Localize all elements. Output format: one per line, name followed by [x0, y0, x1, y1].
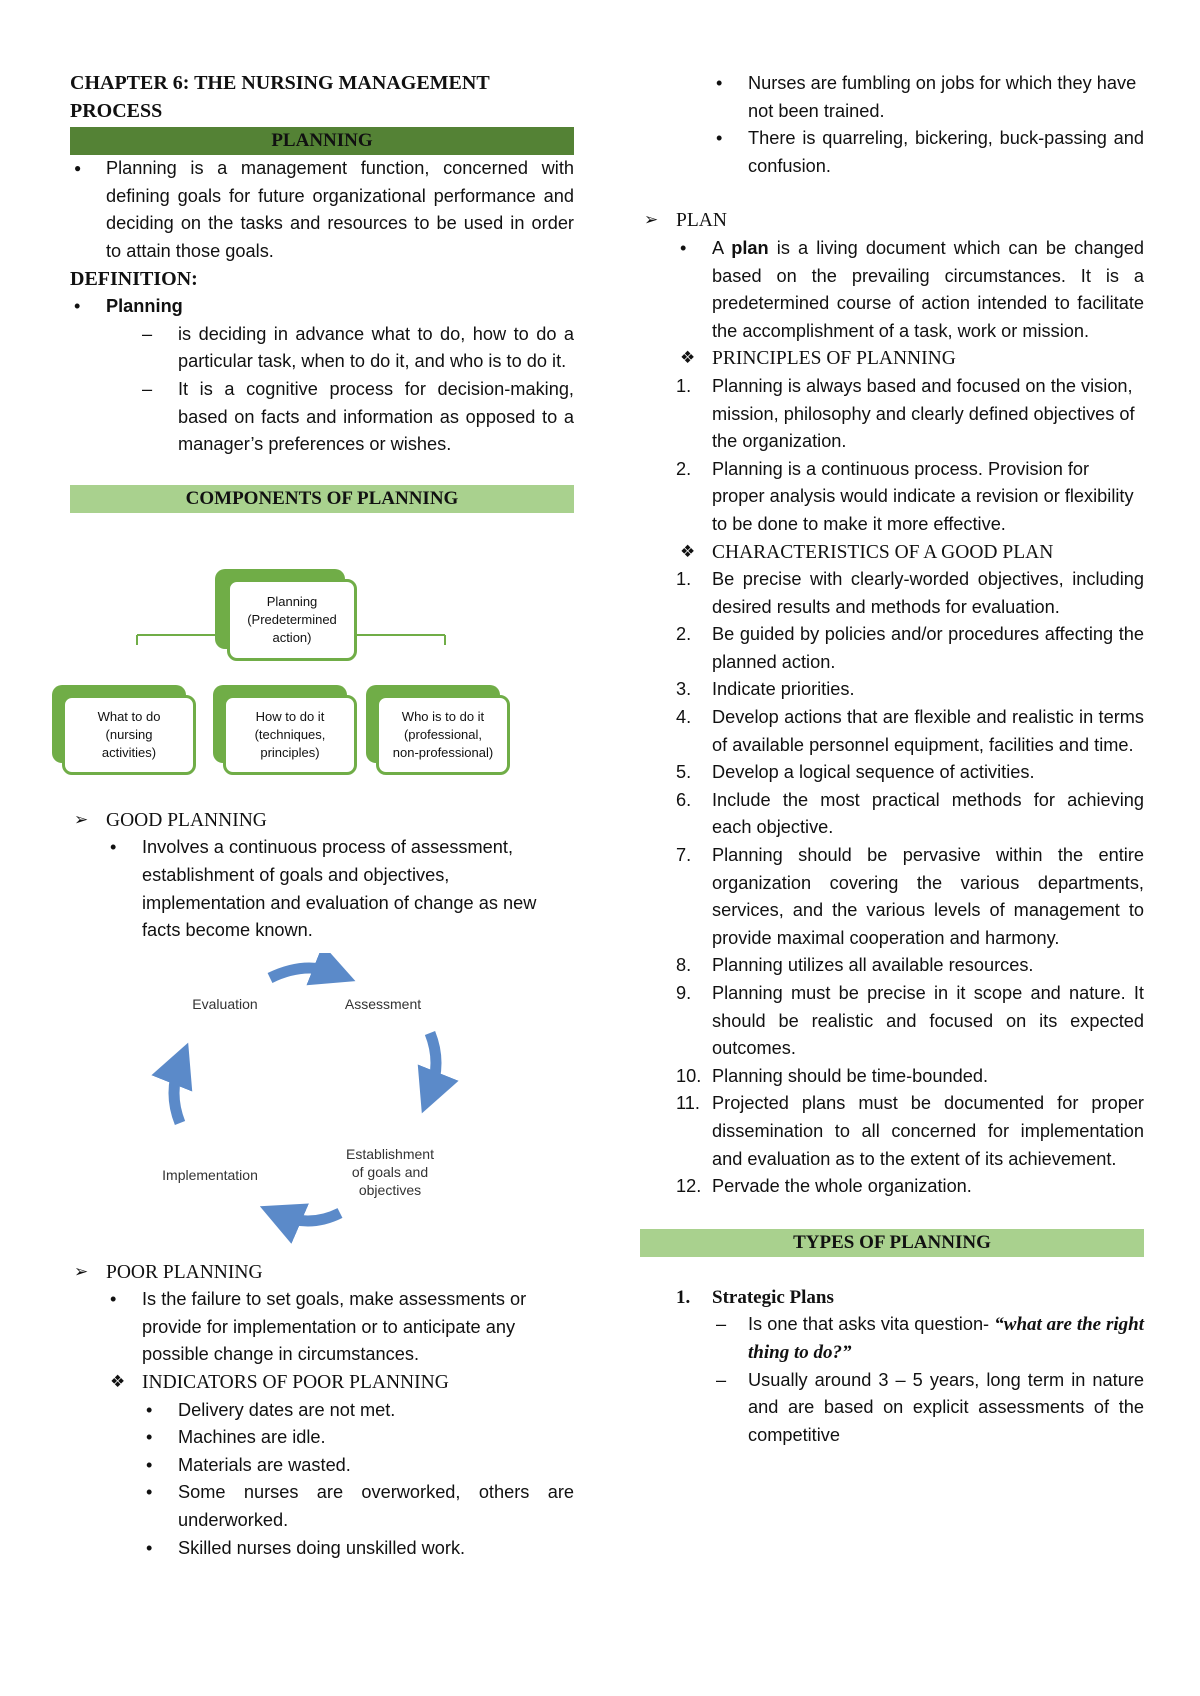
- node-line: action): [272, 629, 312, 645]
- diagram-node-how: [223, 695, 357, 775]
- characteristic-item: 3. Indicate priorities.: [640, 676, 1144, 704]
- cycle-establishment: [335, 1145, 445, 1199]
- characteristics-heading-text: CHARACTERISTICS OF A GOOD PLAN: [712, 541, 1054, 563]
- node-line: non-professional): [392, 744, 494, 760]
- characteristic-text: Projected plans must be documented for proper dissemination to all concerned for implementation and evaluation as to the extent of its achievement.: [712, 1093, 1144, 1169]
- arrow-bullet-icon: ➢: [644, 210, 659, 231]
- good-planning-text: • Involves a continuous process of assessment, establishment of goals and objectives, implementation and evaluation of change as new facts become known.: [70, 834, 574, 944]
- characteristic-text: Be precise with clearly-worded objectives, including desired results and methods for evaluation.: [712, 569, 1144, 617]
- plan-heading: [640, 207, 1144, 235]
- indicator-text: There is quarreling, bickering, buck-passing and confusion.: [748, 128, 1144, 176]
- strategic-item-text: Usually around 3 – 5 years, long term in nature and are based on explicit assessments of the competitive: [748, 1369, 1144, 1445]
- indicator-item: • Skilled nurses doing unskilled work.: [70, 1535, 574, 1563]
- cycle-line: Establishment: [346, 1145, 434, 1162]
- plan-lead: A: [712, 237, 724, 258]
- indicator-item: • Nurses are fumbling on jobs for which they have not been trained.: [640, 70, 1144, 125]
- definition-item-text: It is a cognitive process for decision-making, based on facts and information as opposed to a manager’s preferences or wishes.: [178, 378, 574, 455]
- node-line: (professional,: [403, 726, 483, 742]
- principle-text: Planning is a continuous process. Provision for proper analysis would indicate a revision or flexibility to be done to make it more effective.: [712, 458, 1134, 534]
- diagram-node-what: [62, 695, 196, 775]
- characteristic-item: 2. Be guided by policies and/or procedures affecting the planned action.: [640, 621, 1144, 676]
- poor-planning-text-body: Is the failure to set goals, make assessments or provide for implementation or to anticipate any possible change in circumstances.: [142, 1289, 527, 1365]
- planning-intro-text: Planning is a management function, concerned with defining goals for future organizational performance and deciding on the tasks and resources to be used in order to attain those goals.: [106, 158, 574, 261]
- components-diagram: [70, 515, 574, 807]
- characteristic-text: Be guided by policies and/or procedures affecting the planned action.: [712, 624, 1144, 672]
- principle-item: 1. Planning is always based and focused on the vision, mission, philosophy and clearly defined objectives of the organization.: [640, 373, 1144, 456]
- definition-term: • Planning: [70, 293, 574, 321]
- indicator-text: Machines are idle.: [178, 1427, 326, 1448]
- characteristic-text: Planning should be pervasive within the entire organization covering the various departments, services, and the various levels of management to provide maximal cooperation and harmony.: [712, 845, 1144, 948]
- cycle-implementation: Implementation: [162, 1166, 258, 1183]
- good-planning-heading-text: GOOD PLANNING: [106, 809, 267, 831]
- node-line: principles): [260, 744, 320, 760]
- left-column: [70, 70, 574, 1562]
- strategic-q-quote: “what are the right thing to do?”: [748, 1314, 1144, 1363]
- characteristic-item: 10. Planning should be time-bounded.: [640, 1063, 1144, 1091]
- types-band: TYPES OF PLANNING: [640, 1229, 1144, 1257]
- characteristic-text: Planning must be precise in it scope and nature. It should be realistic and focused on its expected outcomes.: [712, 983, 1144, 1059]
- characteristic-text: Planning should be time-bounded.: [712, 1065, 989, 1086]
- indicator-text: Materials are wasted.: [178, 1454, 351, 1475]
- indicator-item: • There is quarreling, bickering, buck-passing and confusion.: [640, 125, 1144, 180]
- arrow-assess-to-establish: [430, 1033, 436, 1093]
- plan-text: is a living document which can be changed based on the prevailing circumstances. It is a predetermined course of action intended to facilitate the accomplishment of a task, work or mission.: [712, 237, 1144, 341]
- diamond-bullet-icon: ❖: [110, 1372, 126, 1393]
- node-line: (Predetermined: [247, 611, 337, 627]
- characteristic-item: 11. Projected plans must be documented for proper dissemination to all concerned for implementation and evaluation as to the extent of its achievement.: [640, 1090, 1144, 1173]
- node-line: (techniques,: [254, 726, 326, 742]
- characteristic-text: Planning utilizes all available resources.: [712, 955, 1034, 976]
- principles-heading-text: PRINCIPLES OF PLANNING: [712, 348, 956, 370]
- indicator-item: • Some nurses are overworked, others are underworked.: [70, 1479, 574, 1534]
- plan-heading-text: PLAN: [676, 210, 727, 232]
- diamond-bullet-icon: ❖: [680, 348, 696, 369]
- characteristic-text: Include the most practical methods for achieving each objective.: [712, 789, 1144, 838]
- characteristic-item: 4. Develop actions that are flexible and realistic in terms of available personnel equipment, facilities and time.: [640, 704, 1144, 759]
- diamond-bullet-icon: ❖: [680, 541, 696, 562]
- cycle-arrows: [70, 953, 574, 1253]
- diagram-node-planning: [227, 579, 357, 661]
- planning-band: PLANNING: [70, 127, 574, 155]
- node-line: (nursing: [105, 726, 153, 742]
- plan-definition: • A plan is a living document which can be changed based on the prevailing circumstances. It is a predetermined course of action intended to facilitate the accomplishment of a task, work or mission.: [680, 237, 1144, 341]
- node-line: activities): [101, 744, 157, 760]
- characteristic-item: 7. Planning should be pervasive within the entire organization covering the various departments, services, and the various levels of management to provide maximal cooperation and harmony.: [640, 842, 1144, 952]
- types-item-strategic: [640, 1284, 1144, 1312]
- indicator-item: • Delivery dates are not met.: [70, 1397, 574, 1425]
- characteristic-text: Indicate priorities.: [712, 679, 855, 700]
- characteristic-item: 9. Planning must be precise in it scope and nature. It should be realistic and focused on its expected outcomes.: [640, 980, 1144, 1063]
- indicator-item: • Machines are idle.: [70, 1424, 574, 1452]
- characteristic-item: 5. Develop a logical sequence of activities.: [640, 759, 1144, 787]
- principle-text: Planning is always based and focused on the vision, mission, philosophy and clearly defined objectives of the organization.: [712, 375, 1135, 452]
- characteristic-item: 1. Be precise with clearly-worded objectives, including desired results and methods for evaluation.: [640, 566, 1144, 621]
- poor-planning-text: • Is the failure to set goals, make assessments or provide for implementation or to anticipate any possible change in circumstances.: [70, 1286, 574, 1369]
- characteristic-item: 12. Pervade the whole organization.: [640, 1173, 1144, 1201]
- planning-cycle-diagram: [70, 953, 574, 1253]
- strategic-item: – Is one that asks vita question- “what are the right thing to do?”: [716, 1314, 1144, 1363]
- definition-item: – It is a cognitive process for decision-making, based on facts and information as opposed to a manager’s preferences or wishes.: [70, 376, 574, 459]
- characteristic-text: Develop actions that are flexible and realistic in terms of available personnel equipment, facilities and time.: [712, 707, 1144, 755]
- node-line: Who is to do it: [401, 708, 485, 724]
- characteristic-item: 6. Include the most practical methods for achieving each objective.: [640, 787, 1144, 842]
- strategic-q-lead: Is one that asks vita question-: [748, 1314, 990, 1335]
- planning-intro: ● Planning is a management function, concerned with defining goals for future organizational performance and deciding on the tasks and resources to be used in order to attain those goals.: [70, 155, 574, 265]
- characteristics-heading: [640, 539, 1144, 567]
- good-planning-text-body: Involves a continuous process of assessment, establishment of goals and objectives, implementation and evaluation of change as new facts become known.: [142, 837, 537, 941]
- cycle-evaluation: Evaluation: [192, 995, 258, 1012]
- indicators-heading-text: INDICATORS OF POOR PLANNING: [142, 1372, 449, 1394]
- cycle-line: objectives: [358, 1181, 422, 1198]
- good-planning-heading: [70, 807, 574, 835]
- plan-term: plan: [731, 237, 769, 258]
- indicator-text: Delivery dates are not met.: [178, 1399, 396, 1420]
- definition-term-text: Planning: [106, 296, 183, 317]
- poor-planning-heading-text: POOR PLANNING: [106, 1261, 263, 1283]
- types-title: Strategic Plans: [712, 1286, 834, 1308]
- chapter-title: CHAPTER 6: THE NURSING MANAGEMENT PROCESS: [70, 72, 490, 122]
- arrow-bullet-icon: ➢: [74, 809, 89, 830]
- indicator-item: • Materials are wasted.: [70, 1452, 574, 1480]
- principles-heading: [640, 345, 1144, 373]
- arrow-establish-to-impl: [280, 1213, 340, 1221]
- components-band: COMPONENTS OF PLANNING: [70, 485, 574, 513]
- right-column: [640, 70, 1144, 1449]
- arrow-eval-to-assess: [270, 968, 335, 978]
- definition-item: – is deciding in advance what to do, how to do a particular task, when to do it, and who is to do it.: [70, 321, 574, 376]
- characteristic-text: Pervade the whole organization.: [712, 1176, 972, 1197]
- node-line: Planning: [266, 593, 318, 609]
- diagram-node-who: [376, 695, 510, 775]
- node-line: What to do: [97, 708, 161, 724]
- node-line: How to do it: [255, 708, 325, 724]
- indicators-heading: [70, 1369, 574, 1397]
- cycle-assessment: Assessment: [344, 995, 422, 1012]
- strategic-item: – Usually around 3 – 5 years, long term in nature and are based on explicit assessments of the competitive: [640, 1367, 1144, 1450]
- indicator-text: Nurses are fumbling on jobs for which they have not been trained.: [748, 73, 1137, 121]
- cycle-line: of goals and: [351, 1163, 429, 1180]
- indicator-text: Skilled nurses doing unskilled work.: [178, 1537, 466, 1558]
- indicator-text: Some nurses are overworked, others are underworked.: [178, 1482, 574, 1531]
- poor-planning-heading: [70, 1259, 574, 1287]
- definition-heading: DEFINITION:: [70, 267, 198, 290]
- characteristic-item: 8. Planning utilizes all available resources.: [640, 952, 1144, 980]
- arrow-bullet-icon: ➢: [74, 1261, 89, 1282]
- definition-item-text: is deciding in advance what to do, how to do a particular task, when to do it, and who is to do it.: [178, 323, 574, 372]
- types-number: 1.: [676, 1286, 691, 1308]
- principle-item: 2. Planning is a continuous process. Provision for proper analysis would indicate a revision or flexibility to be done to make it more effective.: [640, 456, 1144, 539]
- characteristic-text: Develop a logical sequence of activities.: [712, 762, 1035, 783]
- arrow-impl-to-eval: [174, 1063, 180, 1123]
